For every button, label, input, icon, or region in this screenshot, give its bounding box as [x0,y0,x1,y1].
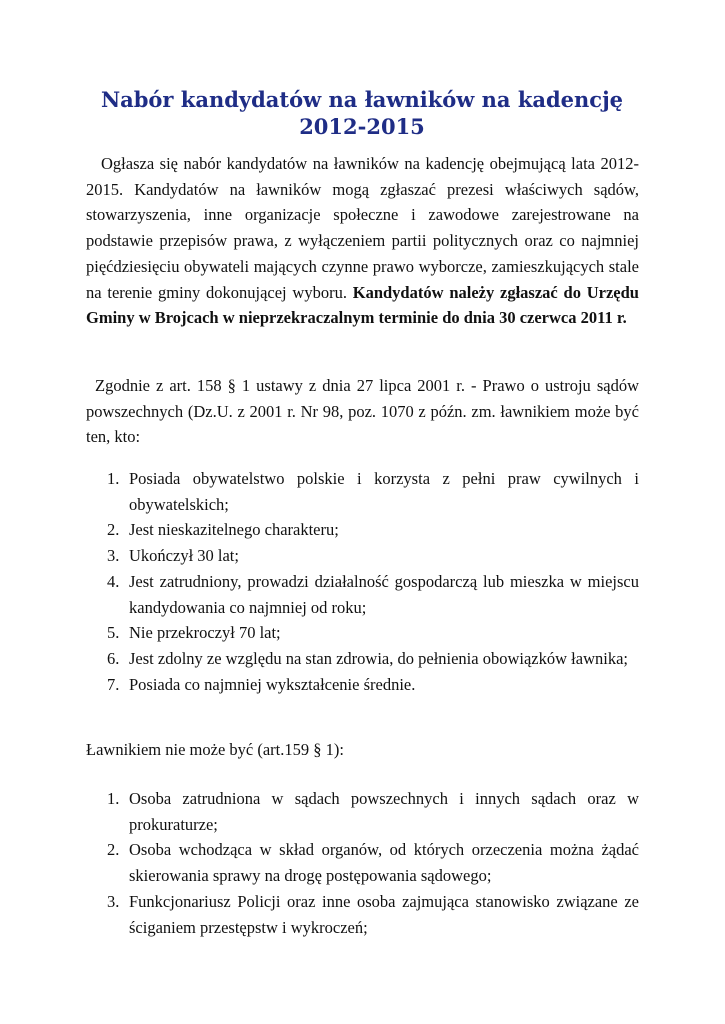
list-item-text: Osoba zatrudniona w sądach powszechnych i innych sądach oraz w prokuraturze; [129,789,639,834]
intro-text: Ogłasza się nabór kandydatów na ławników na kadencję obejmującą lata 2012-2015. Kandydatów na ławników mogą zgłaszać prezesi właściwych sądów, stowarzyszenia, inne organizacje społeczne i zawodowe zarejestrowane na podstawie przepisów prawa, z wyłączeniem partii politycznych oraz co najmniej pięćdziesięciu obywateli mających czynne prawo wyborcze, zamieszkujących stale na terenie gminy dokonującej wyboru. [86,154,639,302]
exclusion-heading: Ławnikiem nie może być (art.159 § 1): [86,740,344,759]
list-item-number: 4. [107,571,120,591]
list-item [86,543,639,569]
list-item-number: 2. [107,840,120,860]
list-item [86,466,639,517]
list-item [86,837,639,888]
list-item-text: Funkcjonariusz Policji oraz inne osoba zajmująca stanowisko związane ze ściganiem przestępstw i wykroczeń; [129,891,639,937]
list-item-text: Osoba wchodząca w skład organów, od których orzeczenia można żądać skierowania sprawy na drogę postępowania sądowego; [129,840,639,886]
list-item [86,620,639,646]
list-item [86,786,639,837]
list-item-number: 6. [107,648,120,668]
list-item-text: Posiada co najmniej wykształcenie średnie. [129,674,416,694]
intro-deadline-text: Kandydatów należy zgłaszać do Urzędu Gminy w Brojcach w nieprzekraczalnym terminie do dnia 30 czerwca 2011 r. [86,282,639,328]
list-item-text: Jest zatrudniony, prowadzi działalność gospodarczą lub mieszka w miejscu kandydowania co najmniej od roku; [129,571,639,617]
page-title: Nabór kandydatów na ławników na kadencję [100,87,624,112]
page-title-term: 2012-2015 [299,114,425,139]
list-item [86,889,639,940]
list-item-text: Jest nieskazitelnego charakteru; [129,520,339,540]
list-item [86,569,639,620]
list-item [86,646,639,672]
list-item-number: 7. [107,674,120,694]
list-item-number: 1. [107,469,120,488]
list-item-text: Posiada obywatelstwo polskie i korzysta z pełni praw cywilnych i obywatelskich; [129,469,639,514]
list-item-text: Jest zdolny ze względu na stan zdrowia, do pełnienia obowiązków ławnika; [129,648,628,668]
list-item-number: 3. [107,546,120,566]
intro-paragraph [86,151,639,331]
list-item-number: 5. [107,623,120,643]
list-item [86,517,639,543]
eligibility-list [86,466,639,697]
list-item-text: Ukończył 30 lat; [129,546,239,566]
list-item-text: Nie przekroczył 70 lat; [129,623,281,643]
list-item-number: 1. [107,789,120,808]
list-item [86,672,639,698]
exclusion-list [86,786,639,940]
list-item-number: 3. [107,891,120,911]
list-item-number: 2. [107,520,120,540]
law-paragraph: Zgodnie z art. 158 § 1 ustawy z dnia 27 lipca 2001 r. - Prawo o ustroju sądów powszechnych (Dz.U. z 2001 r. Nr 98, poz. 1070 z późn. zm. ławnikiem może być ten, kto: [86,376,639,447]
